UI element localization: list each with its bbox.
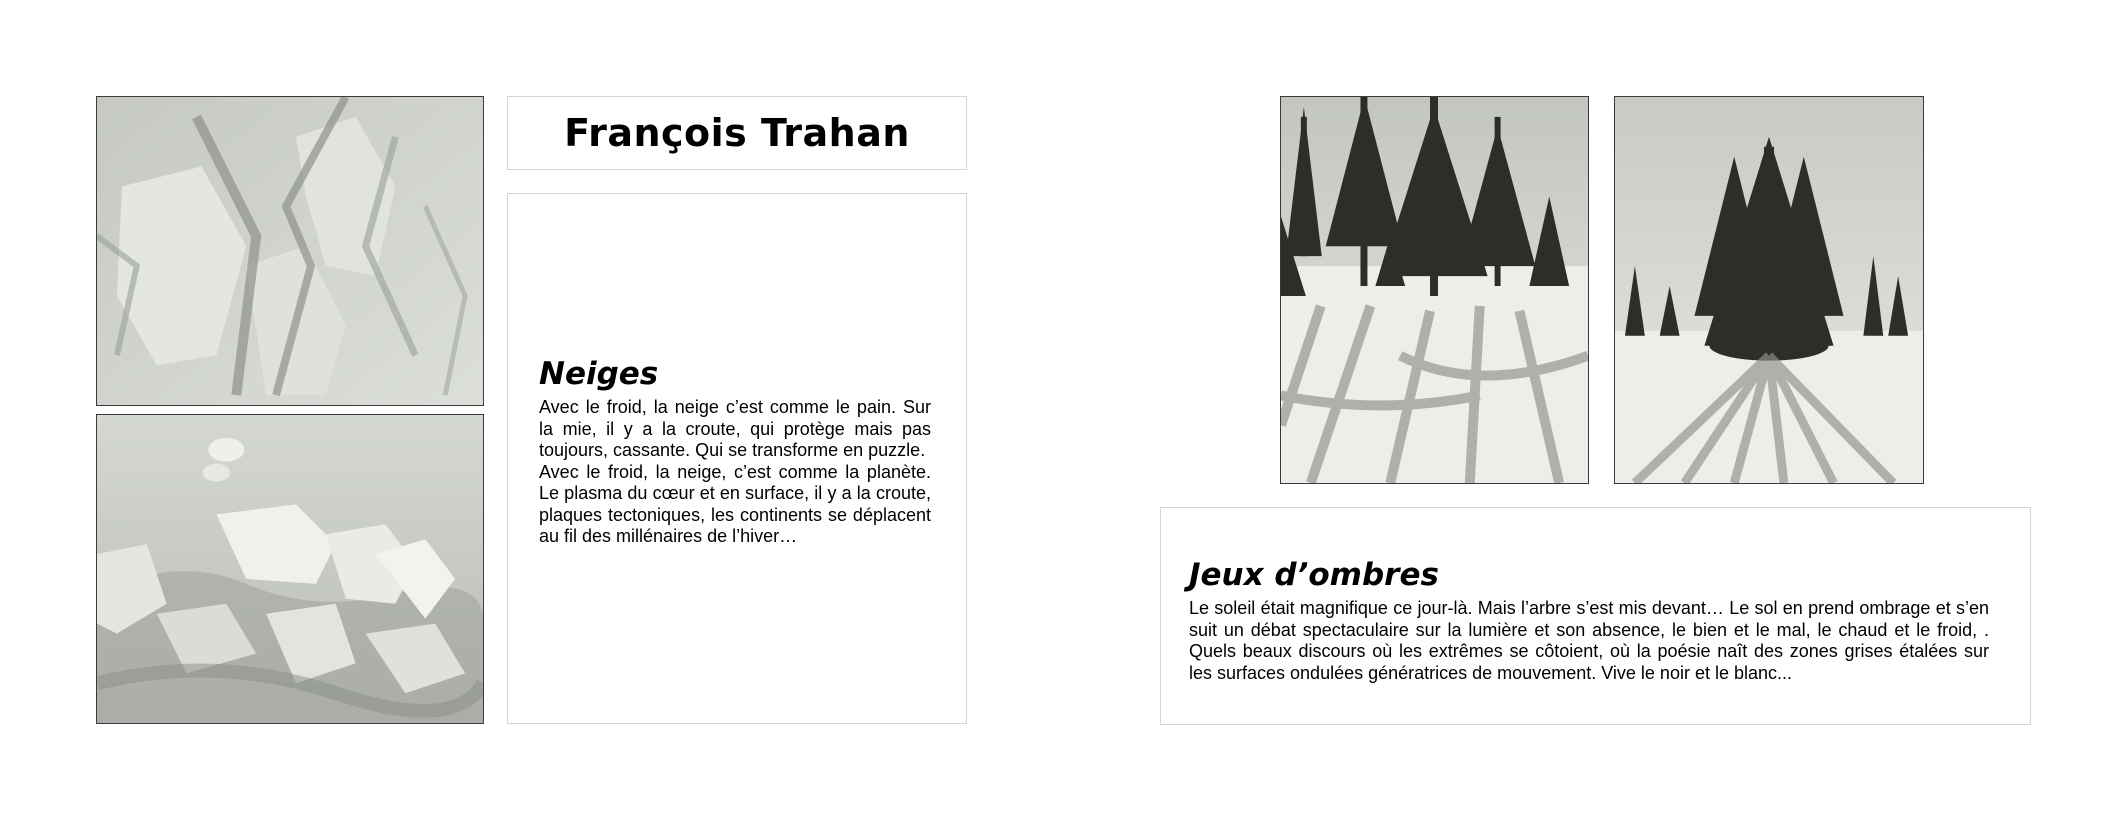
author-name: François Trahan bbox=[564, 111, 910, 155]
neiges-paragraph-2: Avec le froid, la neige, c’est comme la planète. Le plasma du cœur et en surface, il y a la croute, plaques tectoniques, les continents se déplacent au fil des millénaires de l’hiver… bbox=[539, 461, 931, 547]
snow-crust-photo bbox=[96, 96, 484, 406]
neiges-heading: Neiges bbox=[539, 356, 659, 392]
pine-trees-shadow-photo bbox=[1280, 96, 1589, 484]
lone-tree-shadow-photo bbox=[1614, 96, 1924, 484]
jeux-ombres-paragraph: Le soleil était magnifique ce jour-là. Mais l’arbre s’est mis devant… Le sol en prend ombrage et s’en suit un débat spectaculaire sur la lumière et son absence, le bien et le mal, le chaud et le froid, . Quels beaux discours où les extrêmes se côtoient, où la poésie naît des zones grises étalées sur les surfaces ondulées génératrices de mouvement. Vive le noir et le blanc... bbox=[1189, 598, 1989, 683]
jeux-ombres-heading: Jeux d’ombres bbox=[1189, 557, 1439, 593]
author-name-box bbox=[507, 96, 967, 170]
jeux-ombres-article bbox=[1189, 558, 1989, 684]
neiges-article bbox=[539, 357, 931, 548]
snow-chunks-photo bbox=[96, 414, 484, 724]
neiges-paragraph-1: Avec le froid, la neige c’est comme le pain. Sur la mie, il y a la croute, qui protège mais pas toujours, cassante. Qui se transforme en puzzle. bbox=[539, 397, 931, 461]
